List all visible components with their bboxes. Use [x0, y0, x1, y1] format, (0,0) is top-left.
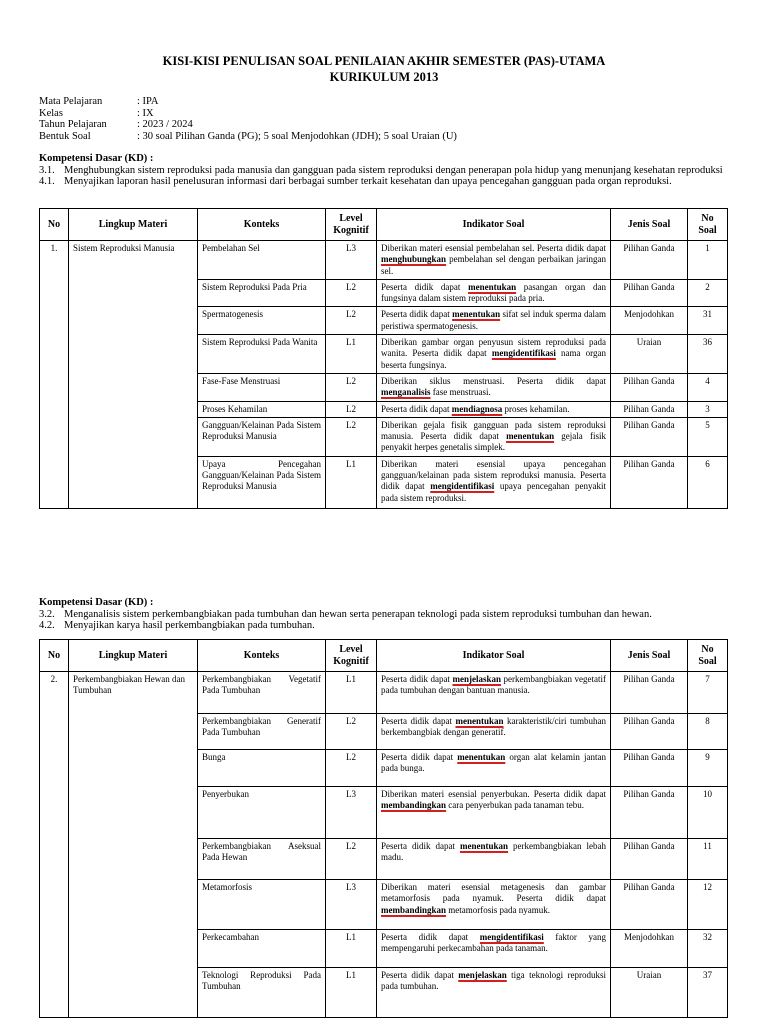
indikator-text: Peserta didik dapat	[381, 932, 480, 942]
level-cell: L1	[326, 456, 377, 508]
meta-value: : IPA	[137, 96, 159, 107]
indikator-cell	[377, 241, 611, 280]
indikator-text: sifat sel induk sperma dalam peristiwa spermatogenesis.	[381, 309, 606, 331]
indikator-text: Peserta didik dapat	[381, 716, 456, 726]
indikator-verb: menentukan	[506, 431, 555, 442]
konteks-cell: Proses Kehamilan	[198, 401, 326, 417]
jenis-soal-cell: Pilihan Ganda	[611, 880, 688, 930]
indikator-verb: mengidentifikasi	[491, 348, 556, 359]
indikator-text: gejala fisik penyakit herpes genetalis simplek.	[381, 431, 606, 453]
kd-item	[39, 620, 731, 632]
konteks-cell: Perkembangbiakan Aseksual Pada Hewan	[198, 839, 326, 880]
header-lingkup-materi: Lingkup Materi	[69, 209, 198, 241]
jenis-soal-cell: Pilihan Ganda	[611, 787, 688, 839]
indikator-verb: menjelaskan	[452, 674, 502, 684]
jenis-soal-cell: Pilihan Ganda	[611, 241, 688, 280]
indikator-verb: mendiagnosa	[451, 403, 503, 414]
indikator-text: nama organ beserta fungsinya.	[381, 348, 606, 370]
indikator-cell	[377, 279, 611, 307]
indikator-text: Peserta didik dapat	[381, 403, 452, 414]
kd-heading: Kompetensi Dasar (KD) :	[39, 153, 154, 164]
konteks-cell: Perkembangbiakan Generatif Pada Tumbuhan	[198, 714, 326, 750]
level-cell: L2	[326, 307, 377, 335]
indikator-verb: mengidentifikasi	[479, 932, 544, 942]
no-soal-cell: 11	[688, 839, 728, 880]
level-cell: L3	[326, 880, 377, 930]
level-cell: L2	[326, 417, 377, 456]
indikator-cell	[377, 672, 611, 714]
jenis-soal-cell: Pilihan Ganda	[611, 401, 688, 417]
indikator-text: karakteristik/ciri tumbuhan berkembangbiak dengan generatif.	[381, 716, 606, 738]
header-indikator-soal: Indikator Soal	[377, 640, 611, 672]
konteks-cell: Spermatogenesis	[198, 307, 326, 335]
jenis-soal-cell: Menjodohkan	[611, 930, 688, 968]
header-indikator-soal: Indikator Soal	[377, 209, 611, 241]
indikator-verb: menjelaskan	[458, 970, 507, 980]
indikator-text: pasangan organ dan fungsinya dalam sistem reproduksi pada pria.	[381, 281, 606, 304]
header-level-kognitif: Level Kognitif	[326, 640, 377, 672]
lingkup-materi: Sistem Reproduksi Manusia	[69, 241, 198, 509]
indikator-text: Diberikan gambar organ penyusun sistem reproduksi pada wanita. Peserta didik dapat	[381, 337, 606, 359]
jenis-soal-cell: Pilihan Ganda	[611, 672, 688, 714]
meta-label: Tahun Pelajaran	[39, 119, 107, 130]
lingkup-materi: Perkembangbiakan Hewan dan Tumbuhan	[69, 672, 198, 1018]
no-soal-cell: 8	[688, 714, 728, 750]
indikator-text: Diberikan siklus menstruasi. Peserta didik dapat	[381, 375, 606, 386]
indikator-cell	[377, 335, 611, 374]
indikator-text: Diberikan materi esensial pembelahan sel. Peserta didik dapat	[381, 243, 606, 253]
header-jenis-soal: Jenis Soal	[611, 640, 688, 672]
indikator-verb: menentukan	[455, 716, 504, 726]
jenis-soal-cell: Pilihan Ganda	[611, 456, 688, 508]
kd-number: 4.2.	[39, 620, 55, 631]
level-cell: L2	[326, 750, 377, 787]
konteks-cell: Fase-Fase Menstruasi	[198, 373, 326, 401]
header-no-soal: No Soal	[688, 640, 728, 672]
kd-text: Menganalisis sistem perkembangbiakan pada tumbuhan dan hewan serta penerapan teknologi pada sistem reproduksi tumbuhan dan hewan.	[64, 608, 652, 620]
jenis-soal-cell: Pilihan Ganda	[611, 279, 688, 307]
level-cell: L1	[326, 968, 377, 1018]
indikator-cell	[377, 880, 611, 930]
header-no: No	[40, 209, 69, 241]
document-title: KISI-KISI PENULISAN SOAL PENILAIAN AKHIR SEMESTER (PAS)-UTAMA	[162, 54, 606, 68]
kd-text: Menghubungkan sistem reproduksi pada manusia dan gangguan pada sistem reproduksi dengan penerapan pola hidup yang menunjang kesehatan reproduksi	[64, 164, 723, 176]
konteks-cell: Penyerbukan	[198, 787, 326, 839]
jenis-soal-cell: Uraian	[611, 968, 688, 1018]
row-number: 1.	[40, 241, 69, 509]
level-cell: L1	[326, 930, 377, 968]
level-cell: L2	[326, 839, 377, 880]
indikator-text: Peserta didik dapat	[381, 281, 469, 292]
indikator-cell	[377, 839, 611, 880]
meta-label: Mata Pelajaran	[39, 96, 103, 107]
indikator-text: Diberikan materi esensial metagenesis dan gambar metamorfosis pada nyamuk. Peserta didik dapat	[381, 882, 606, 904]
indikator-text: proses kehamilan.	[502, 403, 570, 414]
no-soal-cell: 4	[688, 373, 728, 401]
konteks-cell: Pembelahan Sel	[198, 241, 326, 280]
indikator-text: Diberikan materi esensial penyerbukan. Peserta didik dapat	[381, 789, 606, 799]
no-soal-cell: 3	[688, 401, 728, 417]
jenis-soal-cell: Pilihan Ganda	[611, 750, 688, 787]
indikator-text: fase menstruasi.	[430, 387, 491, 398]
no-soal-cell: 32	[688, 930, 728, 968]
header-level-kognitif: Level Kognitif	[326, 209, 377, 241]
indikator-verb: mengidentifikasi	[430, 481, 495, 492]
no-soal-cell: 9	[688, 750, 728, 787]
meta-value: : IX	[137, 107, 154, 119]
indikator-text: perkembangbiakan vegetatif pada tumbuhan dengan bantuan manusia.	[381, 674, 606, 696]
header-konteks: Konteks	[198, 209, 326, 241]
jenis-soal-cell: Menjodohkan	[611, 307, 688, 335]
indikator-text: Diberikan materi esensial upaya pencegahan gangguan/kelainan pada sistem reproduksi manusia. Peserta didik dapat	[381, 458, 606, 492]
indikator-text: Peserta didik dapat	[381, 970, 459, 980]
header-lingkup-materi: Lingkup Materi	[69, 640, 198, 672]
meta-row	[39, 108, 457, 120]
kd-number: 3.2.	[39, 608, 55, 620]
no-soal-cell: 37	[688, 968, 728, 1018]
indikator-text: metamorfosis pada nyamuk.	[446, 904, 551, 915]
table-row	[40, 672, 728, 714]
indikator-verb: menganalisis	[381, 387, 431, 398]
konteks-cell: Gangguan/Kelainan Pada Sistem Reproduksi Manusia	[198, 417, 326, 456]
indikator-verb: menentukan	[457, 752, 506, 762]
kd-number: 3.1.	[39, 164, 55, 176]
table-row	[40, 241, 728, 280]
indikator-text: Peserta didik dapat	[381, 841, 460, 851]
indikator-text: upaya pencegahan penyakit pada sistem reproduksi.	[381, 481, 607, 503]
jenis-soal-cell: Pilihan Ganda	[611, 839, 688, 880]
kisi-table-2	[39, 639, 728, 1018]
header-no: No	[40, 640, 69, 672]
indikator-verb: menentukan	[468, 281, 517, 292]
indikator-text: Peserta didik dapat	[381, 674, 453, 684]
kd-text: Menyajikan laporan hasil penelusuran informasi dari berbagai sumber terkait kesehatan dan upaya pencegahan gangguan pada organ reproduksi.	[64, 176, 672, 187]
kd-item	[39, 165, 731, 177]
level-cell: L1	[326, 335, 377, 374]
konteks-cell: Bunga	[198, 750, 326, 787]
no-soal-cell: 36	[688, 335, 728, 374]
kd-number: 4.1.	[39, 176, 55, 187]
indikator-text: perkembangbiakan lebah madu.	[381, 841, 606, 863]
kd-item	[39, 176, 731, 188]
indikator-text: Peserta didik dapat	[381, 752, 458, 762]
meta-value: : 30 soal Pilihan Ganda (PG); 5 soal Menjodohkan (JDH); 5 soal Uraian (U)	[137, 130, 457, 142]
document-meta	[39, 96, 457, 142]
indikator-cell	[377, 373, 611, 401]
no-soal-cell: 1	[688, 241, 728, 280]
document-subtitle: KURIKULUM 2013	[329, 70, 439, 84]
konteks-cell: Metamorfosis	[198, 880, 326, 930]
no-soal-cell: 6	[688, 456, 728, 508]
indikator-verb: menentukan	[460, 841, 509, 851]
level-cell: L2	[326, 714, 377, 750]
no-soal-cell: 7	[688, 672, 728, 714]
indikator-cell	[377, 714, 611, 750]
level-cell: L2	[326, 401, 377, 417]
konteks-cell: Upaya Pencegahan Gangguan/Kelainan Pada Sistem Reproduksi Manusia	[198, 456, 326, 508]
level-cell: L2	[326, 373, 377, 401]
header-no-soal: No Soal	[688, 209, 728, 241]
konteks-cell: Teknologi Reproduksi Pada Tumbuhan	[198, 968, 326, 1018]
indikator-text: Diberikan gejala fisik gangguan pada sistem reproduksi manusia. Peserta didik dapat	[381, 419, 606, 442]
konteks-cell: Perkecambahan	[198, 930, 326, 968]
indikator-text: Peserta didik dapat	[381, 309, 453, 320]
no-soal-cell: 12	[688, 880, 728, 930]
meta-row	[39, 96, 457, 108]
indikator-text: organ alat kelamin jantan pada bunga.	[381, 752, 606, 774]
indikator-cell	[377, 930, 611, 968]
indikator-text: tiga teknologi reproduksi pada tumbuhan.	[381, 970, 607, 992]
level-cell: L3	[326, 241, 377, 280]
indikator-cell	[377, 787, 611, 839]
meta-value: : 2023 / 2024	[137, 119, 193, 130]
meta-row	[39, 131, 457, 143]
konteks-cell: Sistem Reproduksi Pada Wanita	[198, 335, 326, 374]
kisi-table-1	[39, 208, 728, 509]
indikator-cell	[377, 456, 611, 508]
jenis-soal-cell: Pilihan Ganda	[611, 373, 688, 401]
header-konteks: Konteks	[198, 640, 326, 672]
indikator-verb: membandingkan	[381, 800, 447, 811]
kd-block-2	[39, 597, 731, 632]
row-number: 2.	[40, 672, 69, 1018]
no-soal-cell: 2	[688, 279, 728, 307]
meta-row	[39, 119, 457, 131]
level-cell: L1	[326, 672, 377, 714]
meta-label: Bentuk Soal	[39, 130, 91, 142]
no-soal-cell: 10	[688, 787, 728, 839]
kd-item	[39, 609, 731, 621]
jenis-soal-cell: Pilihan Ganda	[611, 714, 688, 750]
no-soal-cell: 31	[688, 307, 728, 335]
no-soal-cell: 5	[688, 417, 728, 456]
level-cell: L3	[326, 787, 377, 839]
indikator-cell	[377, 401, 611, 417]
header-jenis-soal: Jenis Soal	[611, 209, 688, 241]
jenis-soal-cell: Uraian	[611, 335, 688, 374]
kd-block-1	[39, 153, 731, 188]
indikator-text: cara penyerbukan pada tanaman tebu.	[446, 800, 584, 811]
indikator-verb: menghubungkan	[381, 254, 447, 265]
level-cell: L2	[326, 279, 377, 307]
meta-label: Kelas	[39, 107, 63, 119]
indikator-verb: menentukan	[452, 309, 501, 320]
konteks-cell: Perkembangbiakan Vegetatif Pada Tumbuhan	[198, 672, 326, 714]
indikator-cell	[377, 307, 611, 335]
indikator-text: pembelahan sel dengan perbaikan jaringan sel.	[381, 254, 606, 276]
indikator-cell	[377, 417, 611, 456]
indikator-cell	[377, 968, 611, 1018]
kd-text: Menyajikan karya hasil perkembangbiakan pada tumbuhan.	[64, 620, 315, 631]
indikator-text: faktor yang mempengaruhi perkecambahan pada tanaman.	[381, 932, 607, 954]
konteks-cell: Sistem Reproduksi Pada Pria	[198, 279, 326, 307]
jenis-soal-cell: Pilihan Ganda	[611, 417, 688, 456]
kd-heading: Kompetensi Dasar (KD) :	[39, 597, 154, 608]
indikator-verb: membandingkan	[381, 904, 447, 915]
indikator-cell	[377, 750, 611, 787]
